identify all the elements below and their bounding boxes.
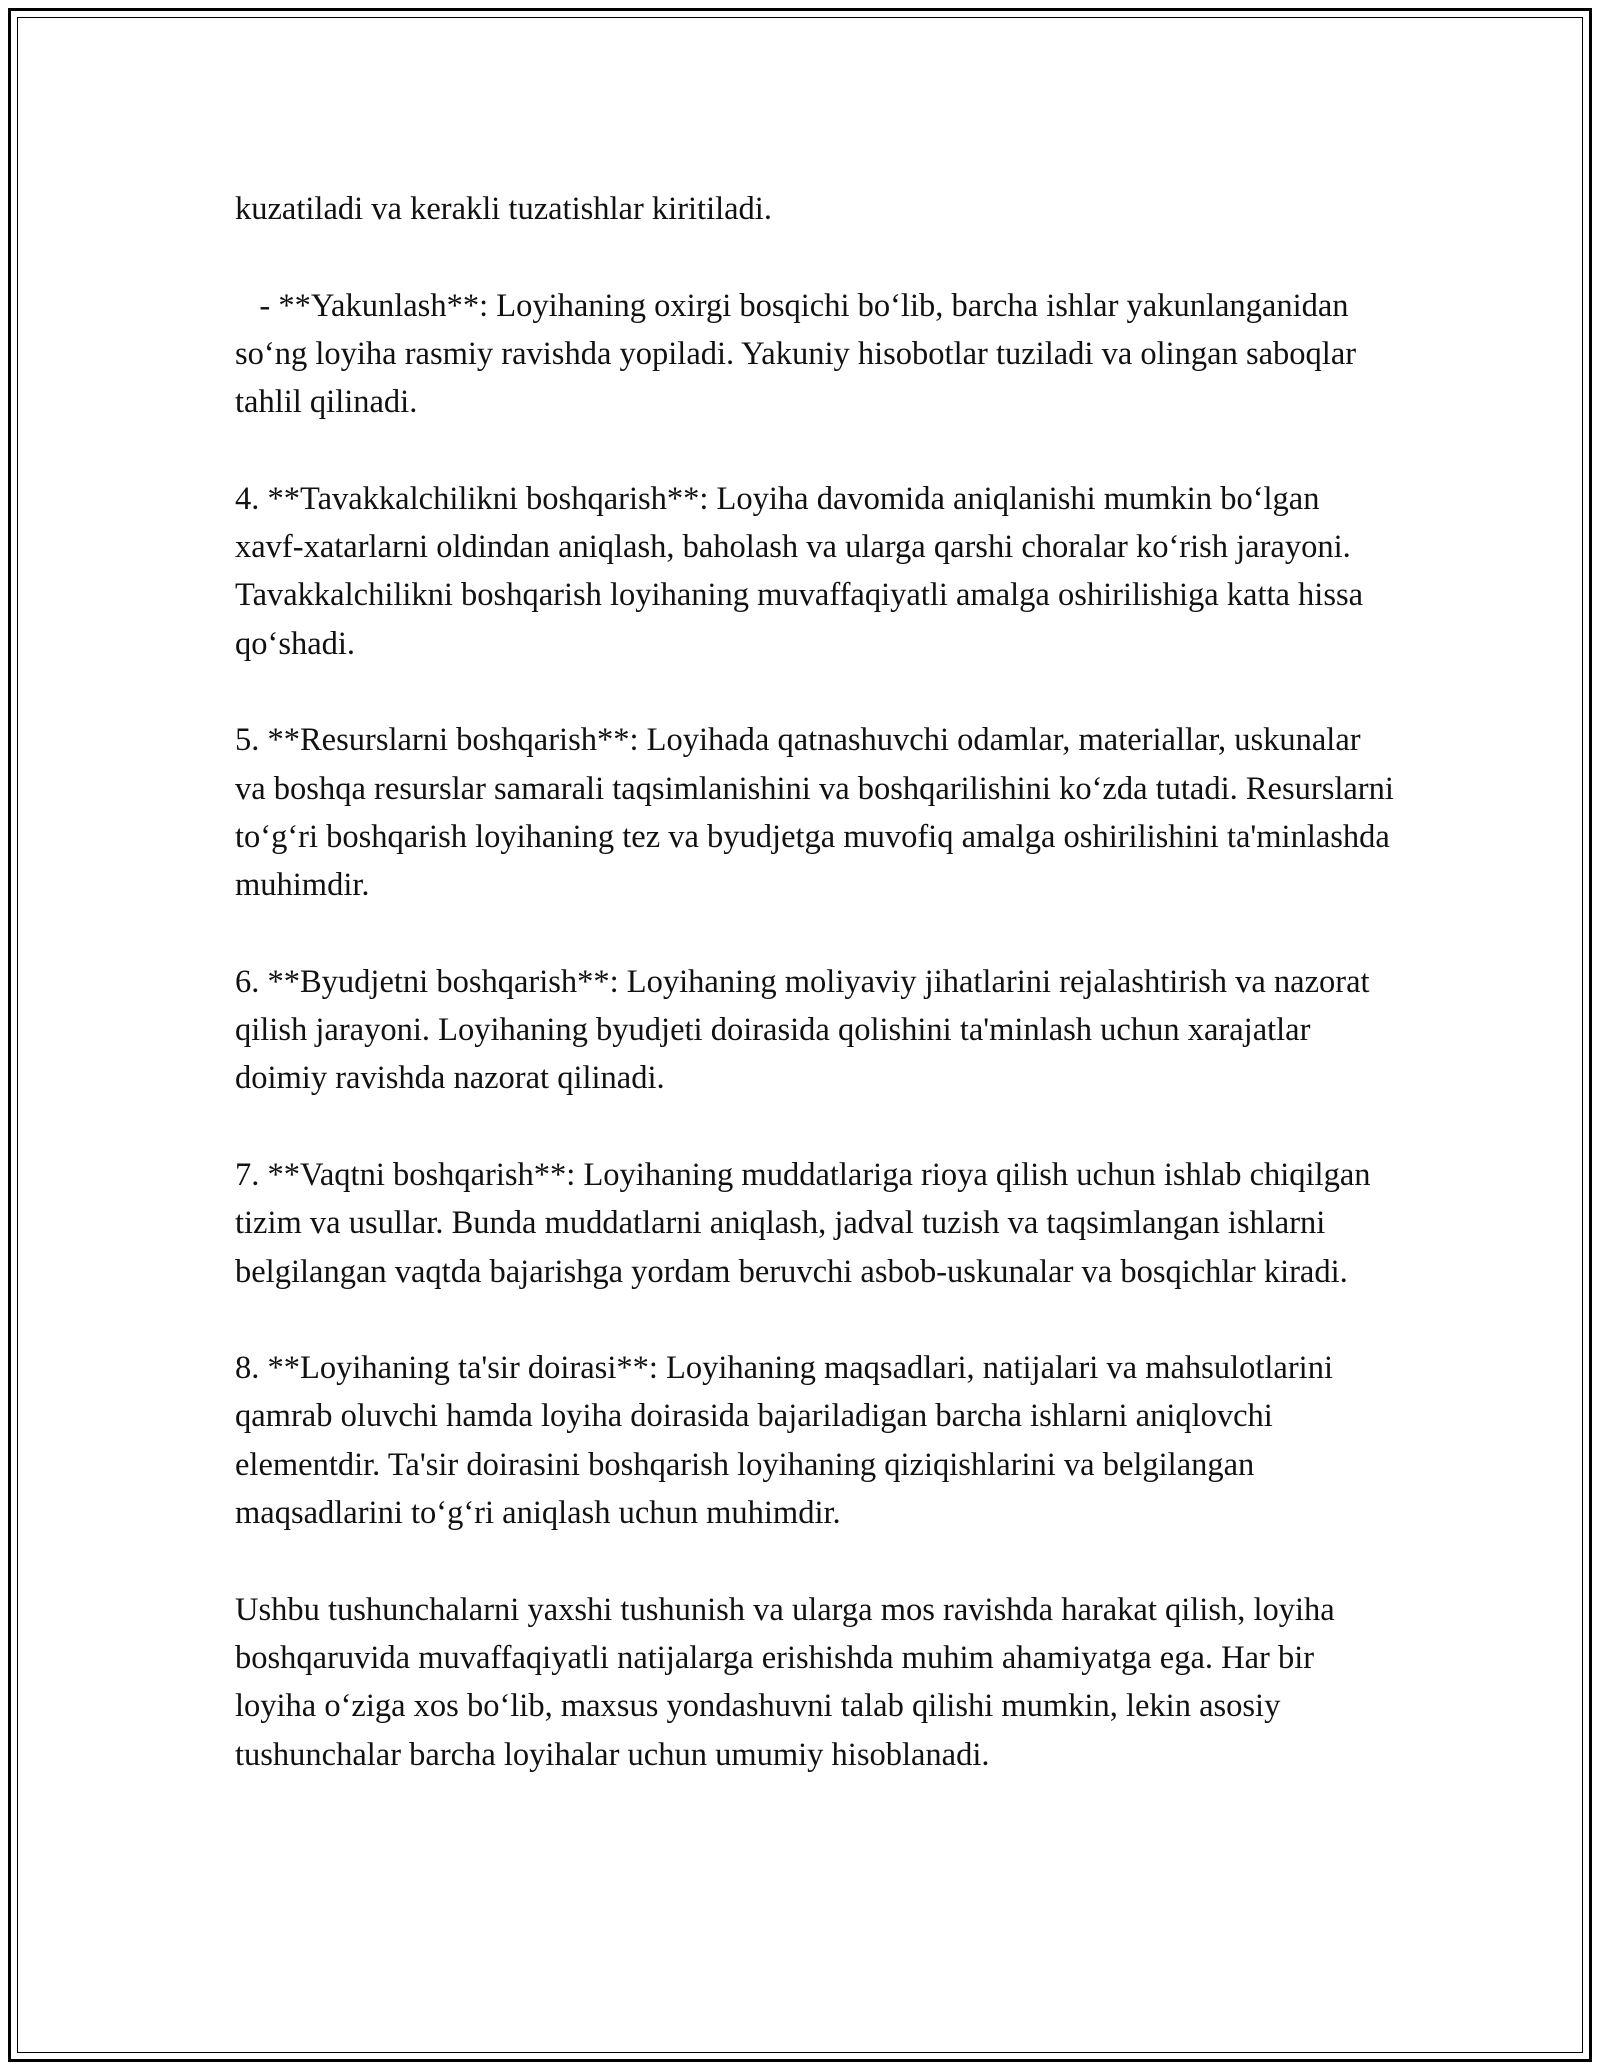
- paragraph-item-4: 4. **Tavakkalchilikni boshqarish**: Loyiha davomida aniqlanishi mumkin bo‘lgan xavf-xatarlarni oldindan aniqlash, baholash va ularga qarshi choralar ko‘rish jarayoni. Tavakkalchilikni boshqarish loyihaning muvaffaqiyatli amalga oshirilishiga katta hissa qo‘shadi.: [235, 480, 1364, 662]
- paragraph-conclusion: Ushbu tushunchalarni yaxshi tushunish va ularga mos ravishda harakat qilish, loyiha boshqaruvida muvaffaqiyatli natijalarga erishishda muhim ahamiyatga ega. Har bir loyiha o‘ziga xos bo‘lib, maxsus yondashuvni talab qilishi mumkin, lekin asosiy tushunchalar barcha loyihalar uchun umumiy hisoblanadi.: [235, 1591, 1335, 1773]
- paragraph-yakunlash: - **Yakunlash**: Loyihaning oxirgi bosqichi bo‘lib, barcha ishlar yakunlanganidan so‘ng loyiha rasmiy ravishda yopiladi. Yakuniy hisobotlar tuziladi va olingan saboqlar tahlil qilinadi.: [235, 287, 1365, 421]
- paragraph-item-7: 7. **Vaqtni boshqarish**: Loyihaning muddatlariga rioya qilish uchun ishlab chiqilgan tizim va usullar. Bunda muddatlarni aniqlash, jadval tuzish va taqsimlangan ishlarni belgilangan vaqtda bajarishga yordam beruvchi asbob-uskunalar va bosqichlar kiradi.: [235, 1156, 1371, 1290]
- paragraph-continuation: kuzatiladi va kerakli tuzatishlar kiritiladi.: [235, 191, 772, 227]
- document-body: [235, 185, 1395, 1779]
- paragraph-item-6: 6. **Byudjetni boshqarish**: Loyihaning moliyaviy jihatlarini rejalashtirish va nazorat qilish jarayoni. Loyihaning byudjeti doirasida qolishini ta'minlash uchun xarajatlar doimiy ravishda nazorat qilinadi.: [235, 963, 1370, 1097]
- paragraph-item-8: 8. **Loyihaning ta'sir doirasi**: Loyihaning maqsadlari, natijalari va mahsulotlarini qamrab oluvchi hamda loyiha doirasida bajariladigan barcha ishlarni aniqlovchi elementdir. Ta'sir doirasini boshqarish loyihaning qiziqishlarini va belgilangan maqsadlarini to‘g‘ri aniqlash uchun muhimdir.: [235, 1350, 1333, 1532]
- paragraph-item-5: 5. **Resurslarni boshqarish**: Loyihada qatnashuvchi odamlar, materiallar, uskunalar va boshqa resurslar samarali taqsimlanishini va boshqarilishini ko‘zda tutadi. Resurslarni to‘g‘ri boshqarish loyihaning tez va byudjetga muvofiq amalga oshirilishini ta'minlashda muhimdir.: [235, 722, 1394, 904]
